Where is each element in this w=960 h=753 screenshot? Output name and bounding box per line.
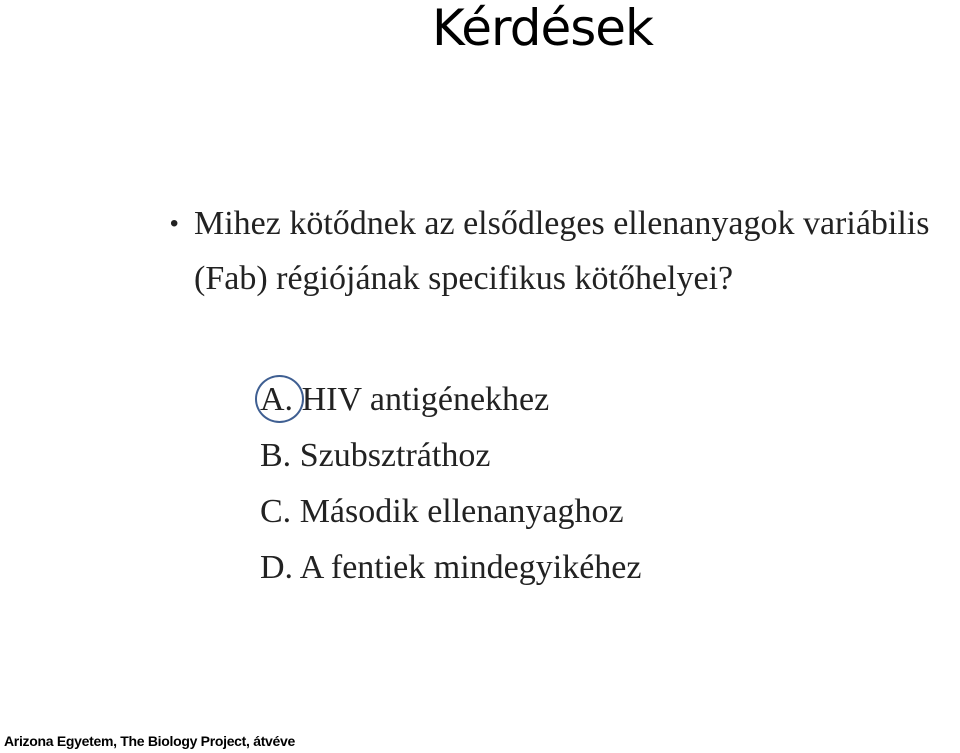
answer-text: Szubsztráthoz (299, 437, 491, 474)
answer-letter: C. (260, 493, 292, 530)
answer-b (260, 428, 641, 484)
bullet-icon: • (170, 210, 179, 237)
answer-letter: B. (260, 437, 292, 474)
answer-text: Második ellenanyaghoz (299, 493, 624, 530)
answer-d (260, 540, 641, 596)
answer-letter: D. (260, 549, 294, 586)
answer-text: HIV antigénekhez (301, 381, 550, 418)
question (170, 196, 950, 306)
answer-text: A fentiek mindegyikéhez (299, 549, 642, 586)
answer-list (260, 372, 641, 596)
answer-a (260, 372, 641, 428)
answer-letter: A. (260, 381, 294, 418)
answer-c (260, 484, 641, 540)
question-text: Mihez kötődnek az elsődleges ellenanyagok variábilis (Fab) régiójának specifikus kötőhelyei? (194, 205, 930, 297)
slide-title: Kérdések (432, 0, 654, 57)
source-credit: Arizona Egyetem, The Biology Project, átvéve (4, 733, 295, 749)
selected-answer-circle-icon (255, 375, 304, 423)
